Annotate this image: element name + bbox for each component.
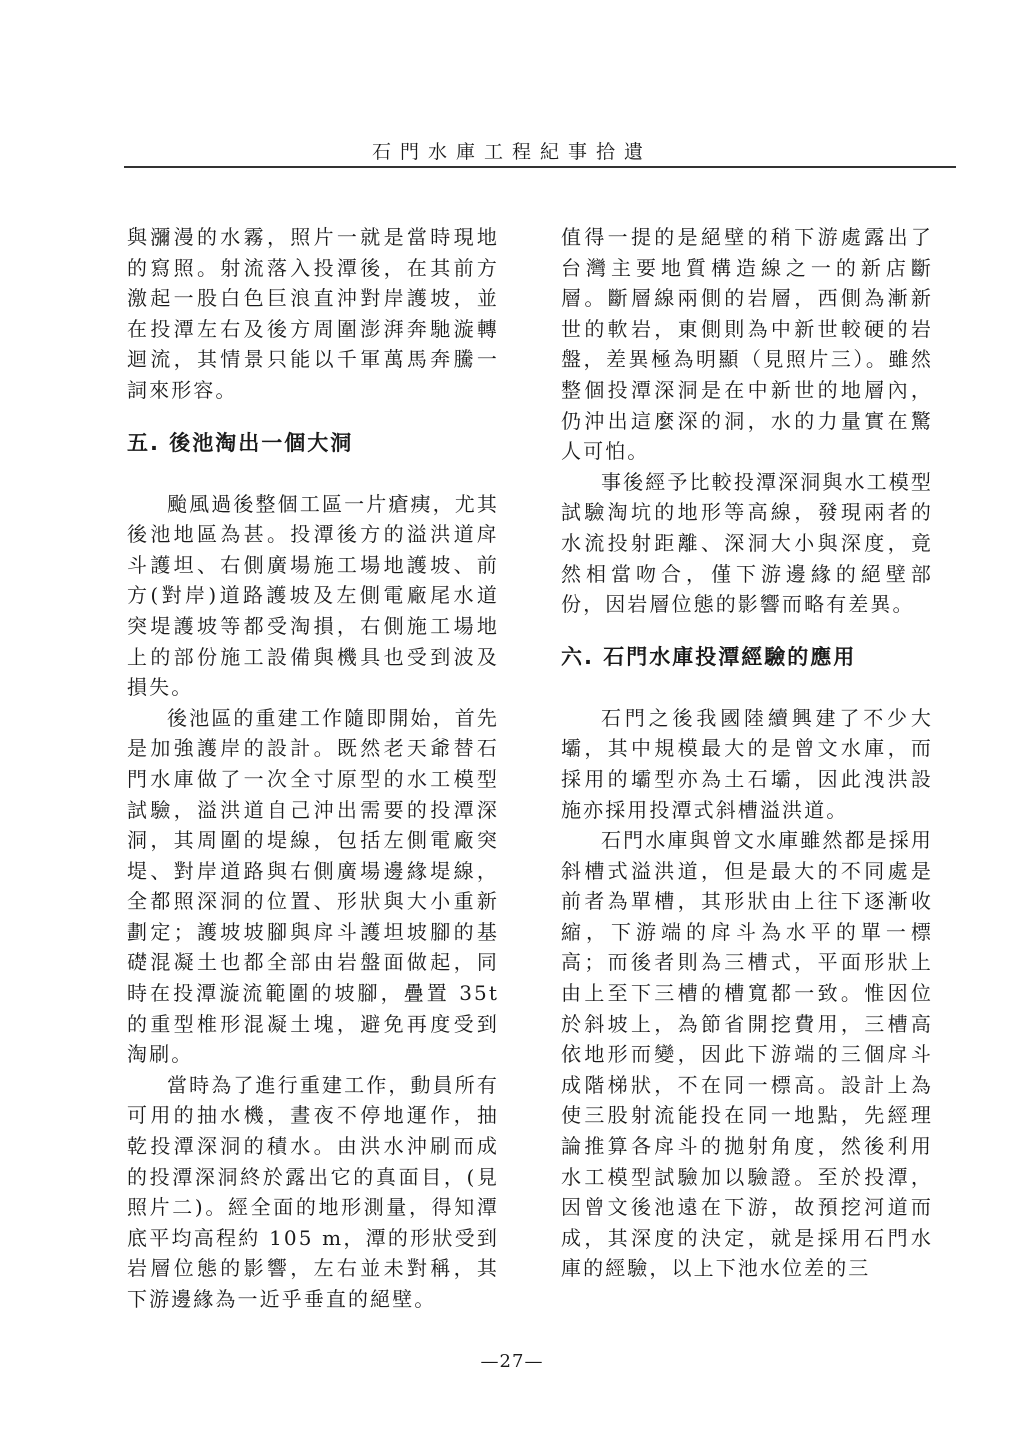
paragraph: 值得一提的是絕壁的稍下游處露出了台灣主要地質構造線之一的新店斷層。斷層線兩側的岩層，西側為漸新世的軟岩，東側則為中新世較硬的岩盤，差異極為明顯（見照片三）。雖然整個投潭深洞是在中新世的地層內，仍沖出這麼深的洞，水的力量實在驚人可怕。 [561,225,933,464]
paragraph: 與瀰漫的水霧，照片一就是當時現地的寫照。射流落入投潭後，在其前方激起一股白色巨浪直沖對岸護坡，並在投潭左右及後方周圍澎湃奔馳漩轉迴流，其情景只能以千軍萬馬奔騰一詞來形容。 [127,225,499,402]
spacer [561,620,933,642]
page-number: —27— [480,1351,544,1372]
paragraph: 事後經予比較投潭深洞與水工模型試驗淘坑的地形等高線，發現兩者的水流投射距離、深洞大小與深度，竟然相當吻合，僅下游邊緣的絕壁部份，因岩層位態的影響而略有差異。 [561,469,933,617]
paragraph: 當時為了進行重建工作，動員所有可用的抽水機，晝夜不停地運作，抽乾投潭深洞的積水。由洪水沖刷而成的投潭深洞終於露出它的真面目，(見照片二)。經全面的地形測量，得知潭底平均高程約 105 m，潭的形狀受到岩層位態的影響，左右並未對稱，其下游邊緣為一近乎垂直的絕壁。 [127,1072,499,1311]
spacer [127,458,499,489]
paragraph: 石門水庫與曾文水庫雖然都是採用斜槽式溢洪道，但是最大的不同處是前者為單槽，其形狀由上往下逐漸收縮，下游端的戽斗為水平的單一標高；而後者則為三槽式，平面形狀上由上至下三槽的槽寬都一致。惟因位於斜坡上，為節省開挖費用，三槽高依地形而變，因此下游端的三個戽斗成階梯狀，不在同一標高。設計上為使三股射流能投在同一地點，先經理論推算各戽斗的拋射角度，然後利用水工模型試驗加以驗證。至於投潭，因曾文後池遠在下游，故預挖河道而成，其深度的決定，就是採用石門水庫的經驗，以上下池水位差的三 [561,828,933,1281]
right-column [561,222,933,1284]
header-rule [124,166,956,168]
paragraph: 後池區的重建工作隨即開始，首先是加強護岸的設計。既然老天爺替石門水庫做了一次全寸原型的水工模型試驗，溢洪道自己沖出需要的投潭深洞，其周圍的堤線，包括左側電廠突堤、對岸道路與右側廣場邊緣堤線，全都照深洞的位置、形狀與大小重新劃定；護坡坡腳與戽斗護坦坡腳的基礎混凝土也都全部由岩盤面做起，同時在投潭漩流範圍的坡腳，疊置 35t 的重型椎形混凝土塊，避免再度受到淘刷。 [127,705,499,1067]
spacer [127,406,499,428]
paragraph: 石門之後我國陸續興建了不少大壩，其中規模最大的是曾文水庫，而採用的壩型亦為土石壩，因此洩洪設施亦採用投潭式斜槽溢洪道。 [561,705,933,822]
spacer [561,672,933,703]
paragraph: 颱風過後整個工區一片瘡痍，尤其後池地區為甚。投潭後方的溢洪道戽斗護坦、右側廣場施工場地護坡、前方(對岸)道路護坡及左側電廠尾水道突堤護坡等都受淘損，右側施工場地上的部份施工設備與機具也受到波及損失。 [127,491,499,700]
left-column [127,222,499,1315]
section-heading-5: 五. 後池淘出一個大洞 [127,430,354,455]
running-header-title: 石門水庫工程紀事拾遺 [371,141,652,163]
section-heading-6: 六. 石門水庫投潭經驗的應用 [561,644,857,669]
